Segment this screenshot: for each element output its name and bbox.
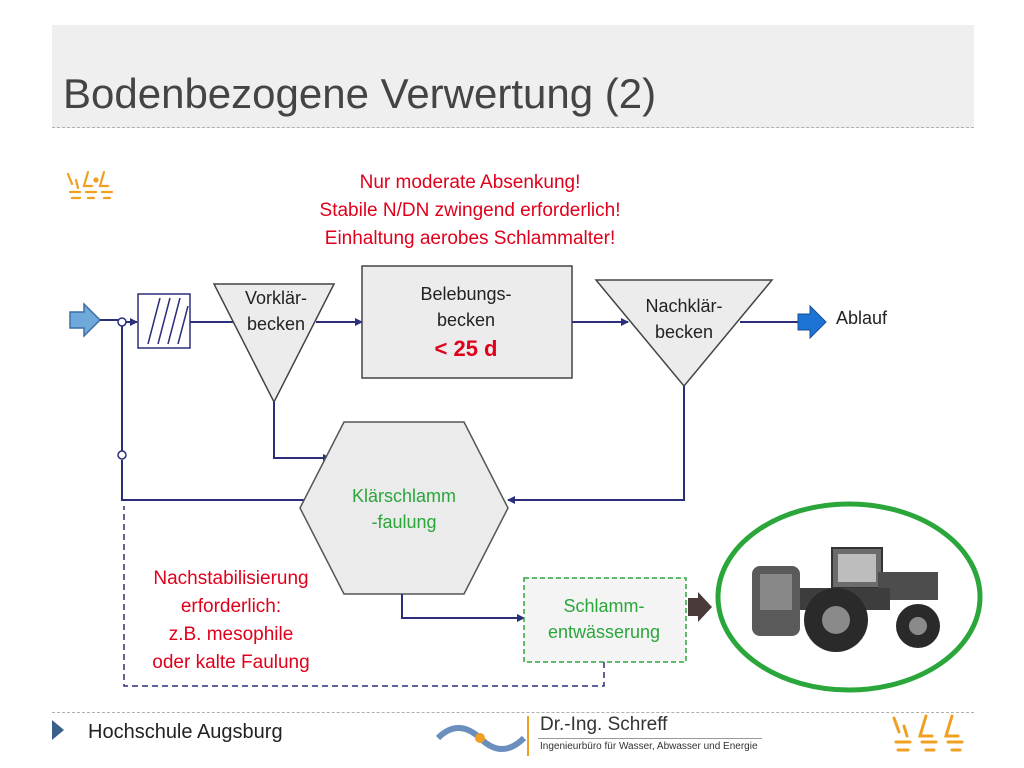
entwaesserung-label-2: entwässerung (547, 622, 661, 642)
company-divider (538, 738, 762, 739)
footer-divider (52, 712, 974, 713)
footer-institution: Hochschule Augsburg (88, 721, 283, 743)
logo-icon-top (68, 172, 112, 198)
transport-arrow-icon (688, 592, 712, 622)
warning-line-2: Stabile N/DN zwingend erforderlich! (319, 200, 621, 221)
slide-title: Bodenbezogene Verwertung (2) (63, 70, 657, 117)
nachklaer-label-2: becken (654, 322, 714, 342)
entwaesserung-label-1: Schlamm- (563, 596, 645, 616)
junction-node-2 (118, 451, 126, 459)
screen-icon (138, 294, 190, 348)
nachstab-line-2: erforderlich: (180, 596, 282, 617)
nachklaer-label-1: Nachklär- (645, 296, 723, 316)
faulung-label-1: Klärschlamm (351, 486, 457, 506)
belebung-label-2: becken (436, 310, 496, 330)
belebung-note: < 25 d (434, 336, 498, 361)
junction-node-1 (118, 318, 126, 326)
warning-line-3: Einhaltung aerobes Schlammalter! (324, 228, 616, 249)
nachstab-line-3: z.B. mesophile (168, 624, 294, 645)
vorklaer-label-2: becken (246, 314, 306, 334)
nachstab-line-4: oder kalte Faulung (152, 652, 310, 673)
warning-line-1: Nur moderate Absenkung! (359, 172, 581, 193)
outlet-arrow-icon (798, 306, 826, 338)
nachstab-line-1: Nachstabilisierung (153, 568, 309, 589)
belebung-label-1: Belebungs- (420, 284, 512, 304)
schlammentwaesserung (524, 578, 686, 662)
faulung-label-2: -faulung (371, 512, 437, 532)
inlet-arrow-icon (70, 304, 100, 336)
klaerschlammfaulung (300, 422, 508, 594)
company-subtitle: Ingenieurbüro für Wasser, Abwasser und Energie (540, 741, 758, 752)
company-name: Dr.-Ing. Schreff (540, 714, 668, 735)
ablauf-label: Ablauf (836, 308, 888, 328)
footer-bullet-icon (52, 720, 64, 740)
logo-icon-bottom (886, 712, 976, 760)
vorklaer-label-1: Vorklär- (244, 288, 308, 308)
company-wave-logo-icon (436, 716, 536, 756)
